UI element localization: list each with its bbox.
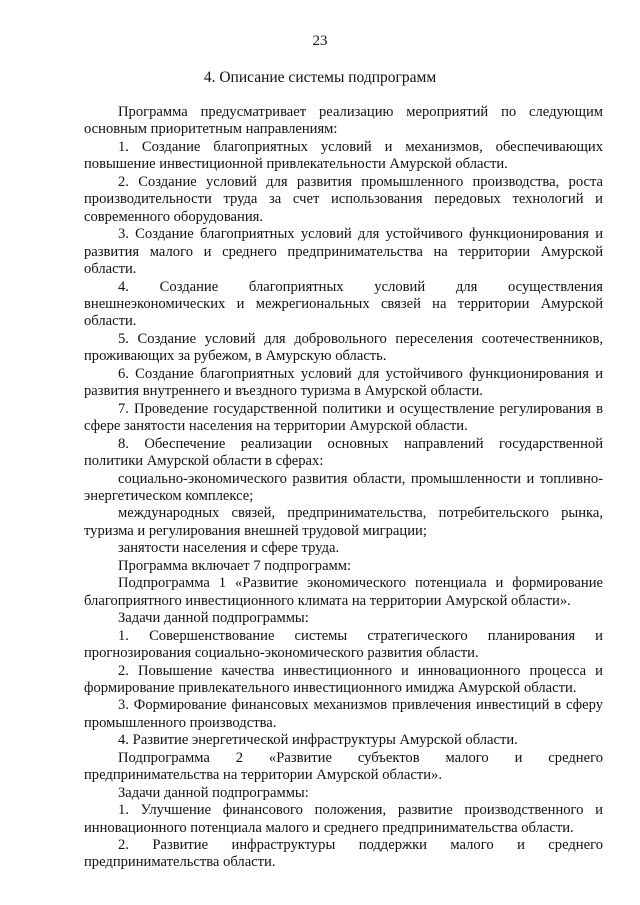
paragraph: 7. Проведение государственной политики и осуществление регулирования в сфере занятости населения на территории Амурской области. (84, 400, 603, 435)
paragraph: 3. Создание благоприятных условий для устойчивого функционирования и развития малого и среднего предпринимательства на территории Амурской области. (84, 226, 603, 278)
page-number: 23 (312, 33, 328, 49)
paragraph: 6. Создание благоприятных условий для устойчивого функционирования и развития внутреннего и въездного туризма в Амурской области. (84, 365, 603, 400)
paragraph: 3. Формирование финансовых механизмов привлечения инвестиций в сферу промышленного производства. (84, 697, 603, 731)
paragraph: Подпрограмма 1 «Развитие экономического потенциала и формирование благоприятного инвестиционного климата на территории Амурской области». (84, 575, 603, 609)
paragraph: 4. Развитие энергетической инфраструктуры Амурской области. (118, 732, 518, 749)
paragraph: Программа включает 7 подпрограмм: (118, 557, 352, 574)
paragraph: Подпрограмма 2 «Развитие субъектов малого и среднего предпринимательства на территории Амурской области». (84, 749, 603, 784)
paragraph: 1. Улучшение финансового положения, развитие производственного и инновационного потенциала малого и среднего предпринимательства области. (84, 802, 603, 836)
paragraph: Задачи данной подпрограммы: (118, 784, 309, 801)
paragraph: занятости населения и сфере труда. (118, 540, 340, 557)
paragraph: международных связей, предпринимательства, потребительского рынка, туризма и регулирования внешней трудовой миграции; (84, 505, 603, 539)
paragraph: 2. Развитие инфраструктуры поддержки малого и среднего предпринимательства области. (84, 837, 603, 871)
paragraph: 1. Совершенствование системы стратегического планирования и прогнозирования социально-экономического развития области. (84, 627, 603, 662)
paragraph: 5. Создание условий для добровольного переселения соотечественников, проживающих за рубежом, в Амурскую область. (84, 330, 603, 365)
paragraph: 1. Создание благоприятных условий и механизмов, обеспечивающих повышение инвестиционной привлекательности Амурской области. (84, 138, 603, 173)
paragraph: 8. Обеспечение реализации основных направлений государственной политики Амурской области в сферах: (84, 435, 603, 470)
paragraph: 2. Создание условий для развития промышленного производства, роста производительности труда за счет использования передовых технологий и современного оборудования. (84, 173, 603, 225)
section-heading: 4. Описание системы подпрограмм (203, 69, 437, 86)
body-text (84, 104, 603, 872)
paragraph: Программа предусматривает реализацию мероприятий по следующим основным приоритетным направлениям: (84, 104, 603, 138)
paragraph: 4. Создание благоприятных условий для осуществления внешнеэкономических и межрегиональных связей на территории Амурской области. (84, 278, 603, 330)
paragraph: Задачи данной подпрограммы: (118, 610, 309, 627)
paragraph: социально-экономического развития области, промышленности и топливно-энергетическом комплексе; (84, 470, 603, 504)
paragraph: 2. Повышение качества инвестиционного и инновационного процесса и формирование привлекательного инвестиционного имиджа Амурской области. (84, 662, 603, 696)
